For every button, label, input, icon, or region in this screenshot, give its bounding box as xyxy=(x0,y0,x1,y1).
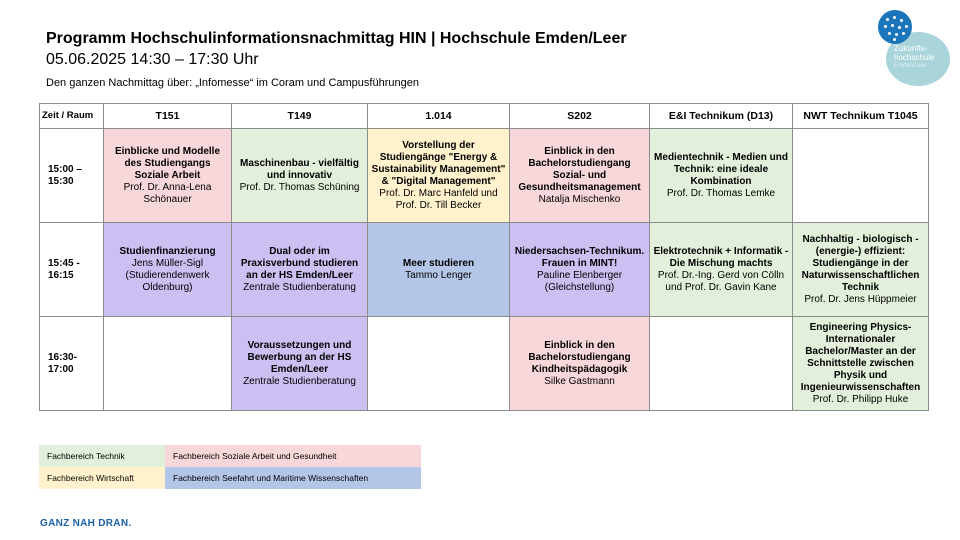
room-header: S202 xyxy=(510,104,650,129)
session-cell xyxy=(232,317,368,411)
session-title: Maschinenbau - vielfältig und innovativ xyxy=(240,157,359,181)
session-title: Elektrotechnik + Informatik - Die Mischung machts xyxy=(653,245,789,269)
session-speaker: Prof. Dr. Anna-Lena Schönauer xyxy=(123,181,212,205)
empty-cell xyxy=(368,317,510,411)
session-speaker: Prof. Dr.-Ing. Gerd von Cölln und Prof. Dr. Gavin Kane xyxy=(657,269,785,293)
session-cell xyxy=(793,223,929,317)
session-cell xyxy=(793,317,929,411)
session-cell xyxy=(650,223,793,317)
session-speaker: Zentrale Studienberatung xyxy=(243,281,356,293)
session-cell xyxy=(368,223,510,317)
session-cell xyxy=(510,223,650,317)
session-speaker: Prof. Dr. Jens Hüppmeier xyxy=(804,293,917,305)
time-slot: 16:30- 17:00 xyxy=(40,317,104,411)
legend-soziale-arbeit: Fachbereich Soziale Arbeit und Gesundheit xyxy=(165,445,421,467)
session-speaker: Jens Müller-Sigl (Studierendenwerk Oldenburg) xyxy=(125,257,210,293)
logo-line-1: Zukunfts- xyxy=(894,44,928,53)
room-header: T151 xyxy=(104,104,232,129)
time-slot: 15:00 – 15:30 xyxy=(40,129,104,223)
room-header: T149 xyxy=(232,104,368,129)
room-header: E&I Technikum (D13) xyxy=(650,104,793,129)
page-subtitle: Den ganzen Nachmittag über: „Infomesse“ im Coram und Campusführungen xyxy=(46,77,419,89)
session-title: Meer studieren xyxy=(402,257,475,269)
logo-line-2: hochschule xyxy=(894,53,935,62)
session-title: Einblick in den Bachelorstudiengang Sozial- und Gesundheitsmanagement xyxy=(518,145,641,193)
room-header: 1.014 xyxy=(368,104,510,129)
session-title: Dual oder im Praxisverbund studieren an der HS Emden/Leer xyxy=(240,245,359,281)
session-title: Medientechnik - Medien und Technik: eine ideale Kombination xyxy=(654,151,788,187)
session-cell xyxy=(104,129,232,223)
schedule-table xyxy=(39,103,929,411)
page-title: Programm Hochschulinformationsnachmittag HIN | Hochschule Emden/Leer xyxy=(46,30,627,47)
session-speaker: Prof. Dr. Marc Hanfeld und Prof. Dr. Till Becker xyxy=(379,187,498,211)
session-speaker: Silke Gastmann xyxy=(544,375,615,387)
session-speaker: Prof. Dr. Thomas Schüning xyxy=(239,181,360,193)
session-title: Engineering Physics- Internationaler Bachelor/Master an der Schnittstelle zwischen Physik und Ingenieurwissenschaften xyxy=(800,321,921,393)
table-row xyxy=(40,223,929,317)
session-title: Vorstellung der Studiengänge "Energy & Sustainability Management" & "Digital Management" xyxy=(371,139,506,187)
session-cell xyxy=(232,223,368,317)
session-speaker: Natalja Mischenko xyxy=(538,193,621,205)
session-cell xyxy=(510,129,650,223)
empty-cell xyxy=(793,129,929,223)
table-row xyxy=(40,317,929,411)
session-cell xyxy=(368,129,510,223)
legend-technik: Fachbereich Technik xyxy=(39,445,165,467)
table-header-row xyxy=(40,104,929,129)
table-row xyxy=(40,129,929,223)
color-legend xyxy=(39,445,421,489)
session-speaker: Prof. Dr. Philipp Huke xyxy=(812,393,909,405)
session-speaker: Tammo Lenger xyxy=(405,269,472,281)
footer-slogan: GANZ NAH DRAN. xyxy=(40,518,132,529)
session-cell xyxy=(510,317,650,411)
room-header: NWT Technikum T1045 xyxy=(793,104,929,129)
logo-dot-circle xyxy=(878,10,912,44)
session-cell xyxy=(232,129,368,223)
session-speaker: Zentrale Studienberatung xyxy=(243,375,356,387)
session-cell xyxy=(104,223,232,317)
logo-line-3: Emden/Leer xyxy=(894,63,927,69)
time-slot: 15:45 - 16:15 xyxy=(40,223,104,317)
session-speaker: Prof. Dr. Thomas Lemke xyxy=(666,187,776,199)
legend-wirtschaft: Fachbereich Wirtschaft xyxy=(39,467,165,489)
empty-cell xyxy=(104,317,232,411)
event-datetime: 05.06.2025 14:30 – 17:30 Uhr xyxy=(46,51,259,68)
empty-cell xyxy=(650,317,793,411)
session-title: Voraussetzungen und Bewerbung an der HS Emden/Leer xyxy=(247,339,352,375)
session-title: Einblick in den Bachelorstudiengang Kindheitspädagogik xyxy=(528,339,631,375)
session-title: Nachhaltig - biologisch - (energie-) effizient: Studiengänge in der Naturwissenschaftlichen Technik xyxy=(801,233,920,293)
session-cell xyxy=(650,129,793,223)
session-title: Einblicke und Modelle des Studiengangs Soziale Arbeit xyxy=(114,145,220,181)
session-title: Niedersachsen-Technikum. Frauen in MINT! xyxy=(514,245,645,269)
session-title: Studienfinanzierung xyxy=(119,245,216,257)
corner-header: Zeit / Raum xyxy=(40,104,104,129)
legend-seefahrt: Fachbereich Seefahrt und Maritime Wissenschaften xyxy=(165,467,421,489)
university-logo xyxy=(876,10,952,86)
session-speaker: Pauline Elenberger (Gleichstellung) xyxy=(536,269,623,293)
logo-text xyxy=(894,44,934,71)
